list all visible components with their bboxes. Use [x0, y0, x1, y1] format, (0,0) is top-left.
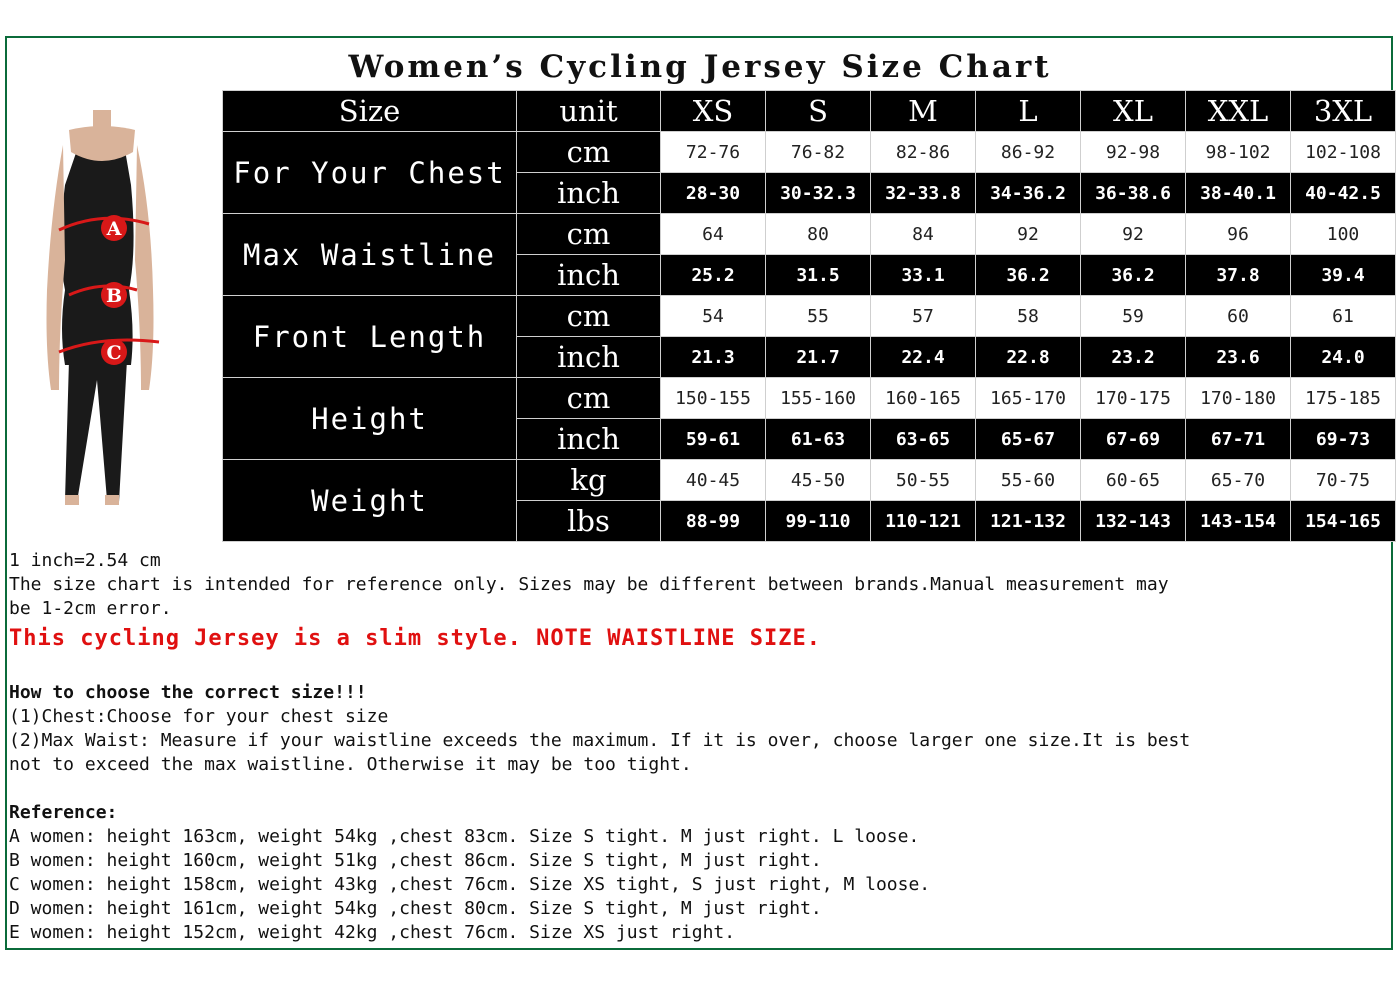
page-title: Women’s Cycling Jersey Size Chart — [348, 49, 1052, 85]
value-cell: 110-121 — [871, 501, 976, 542]
howto-item: (1)Chest:Choose for your chest size — [9, 706, 389, 727]
value-cell: 45-50 — [766, 460, 871, 501]
table-row — [223, 296, 1396, 337]
value-cell: 92 — [976, 214, 1081, 255]
value-cell: 23.2 — [1081, 337, 1186, 378]
measure-marker-c — [101, 339, 127, 365]
value-cell: 57 — [871, 296, 976, 337]
size-col-header: XS — [661, 91, 766, 132]
measure-marker-b — [101, 282, 127, 308]
value-cell: 98-102 — [1186, 132, 1291, 173]
value-cell: 36.2 — [976, 255, 1081, 296]
unit-cell: kg — [517, 460, 661, 501]
notes-section — [9, 549, 1393, 945]
value-cell: 100 — [1291, 214, 1396, 255]
howto-heading: How to choose the correct size!!! — [9, 682, 367, 703]
value-cell: 69-73 — [1291, 419, 1396, 460]
value-cell: 170-180 — [1186, 378, 1291, 419]
value-cell: 31.5 — [766, 255, 871, 296]
unit-cell: lbs — [517, 501, 661, 542]
value-cell: 59 — [1081, 296, 1186, 337]
value-cell: 65-70 — [1186, 460, 1291, 501]
value-cell: 21.3 — [661, 337, 766, 378]
value-cell: 63-65 — [871, 419, 976, 460]
value-cell: 170-175 — [1081, 378, 1186, 419]
unit-cell: inch — [517, 255, 661, 296]
measurement-label: For Your Chest — [223, 132, 517, 214]
howto-item: not to exceed the max waistline. Otherwise it may be too tight. — [9, 754, 692, 775]
unit-cell: inch — [517, 419, 661, 460]
value-cell: 76-82 — [766, 132, 871, 173]
value-cell: 67-71 — [1186, 419, 1291, 460]
model-figure — [7, 90, 221, 543]
value-cell: 160-165 — [871, 378, 976, 419]
value-cell: 37.8 — [1186, 255, 1291, 296]
measurement-label: Height — [223, 378, 517, 460]
reference-line: D women: height 161cm, weight 54kg ,chest 80cm. Size S tight, M just right. — [9, 898, 822, 919]
value-cell: 59-61 — [661, 419, 766, 460]
value-cell: 64 — [661, 214, 766, 255]
size-col-header: 3XL — [1291, 91, 1396, 132]
howto-item: (2)Max Waist: Measure if your waistline exceeds the maximum. If it is over, choose larger one size.It is best — [9, 730, 1191, 751]
value-cell: 143-154 — [1186, 501, 1291, 542]
svg-text:A: A — [106, 218, 122, 240]
value-cell: 40-45 — [661, 460, 766, 501]
value-cell: 33.1 — [871, 255, 976, 296]
value-cell: 65-67 — [976, 419, 1081, 460]
value-cell: 96 — [1186, 214, 1291, 255]
value-cell: 55 — [766, 296, 871, 337]
value-cell: 132-143 — [1081, 501, 1186, 542]
value-cell: 50-55 — [871, 460, 976, 501]
value-cell: 39.4 — [1291, 255, 1396, 296]
unit-cell: inch — [517, 337, 661, 378]
reference-heading: Reference: — [9, 802, 118, 823]
value-cell: 30-32.3 — [766, 173, 871, 214]
value-cell: 55-60 — [976, 460, 1081, 501]
table-row — [223, 132, 1396, 173]
unit-cell: cm — [517, 132, 661, 173]
unit-cell: cm — [517, 296, 661, 337]
value-cell: 25.2 — [661, 255, 766, 296]
table-header-row — [223, 91, 1396, 132]
unit-cell: inch — [517, 173, 661, 214]
value-cell: 34-36.2 — [976, 173, 1081, 214]
reference-line: E women: height 152cm, weight 42kg ,chest 76cm. Size XS just right. — [9, 922, 736, 943]
value-cell: 23.6 — [1186, 337, 1291, 378]
value-cell: 82-86 — [871, 132, 976, 173]
value-cell: 40-42.5 — [1291, 173, 1396, 214]
value-cell: 58 — [976, 296, 1081, 337]
value-cell: 154-165 — [1291, 501, 1396, 542]
value-cell: 99-110 — [766, 501, 871, 542]
value-cell: 86-92 — [976, 132, 1081, 173]
disclaimer-line: be 1-2cm error. — [9, 598, 172, 619]
size-col-header: S — [766, 91, 871, 132]
woman-silhouette-icon — [47, 110, 154, 505]
size-header: Size — [223, 91, 517, 132]
value-cell: 36-38.6 — [1081, 173, 1186, 214]
value-cell: 38-40.1 — [1186, 173, 1291, 214]
value-cell: 102-108 — [1291, 132, 1396, 173]
unit-cell: cm — [517, 214, 661, 255]
table-row — [223, 214, 1396, 255]
size-col-header: M — [871, 91, 976, 132]
size-col-header: XL — [1081, 91, 1186, 132]
value-cell: 60 — [1186, 296, 1291, 337]
svg-text:C: C — [106, 342, 122, 364]
value-cell: 60-65 — [1081, 460, 1186, 501]
value-cell: 175-185 — [1291, 378, 1396, 419]
value-cell: 24.0 — [1291, 337, 1396, 378]
value-cell: 54 — [661, 296, 766, 337]
unit-cell: cm — [517, 378, 661, 419]
value-cell: 72-76 — [661, 132, 766, 173]
value-cell: 32-33.8 — [871, 173, 976, 214]
value-cell: 92 — [1081, 214, 1186, 255]
conversion-note: 1 inch=2.54 cm — [9, 550, 161, 571]
value-cell: 67-69 — [1081, 419, 1186, 460]
value-cell: 80 — [766, 214, 871, 255]
disclaimer-line: The size chart is intended for reference only. Sizes may be different between brands.Manual measurement may — [9, 574, 1169, 595]
value-cell: 84 — [871, 214, 976, 255]
table-row — [223, 460, 1396, 501]
value-cell: 22.8 — [976, 337, 1081, 378]
measure-marker-a — [101, 215, 127, 241]
measurement-label: Max Waistline — [223, 214, 517, 296]
value-cell: 70-75 — [1291, 460, 1396, 501]
value-cell: 61-63 — [766, 419, 871, 460]
value-cell: 88-99 — [661, 501, 766, 542]
value-cell: 150-155 — [661, 378, 766, 419]
reference-line: A women: height 163cm, weight 54kg ,chest 83cm. Size S tight. M just right. L loose. — [9, 826, 920, 847]
size-col-header: XXL — [1186, 91, 1291, 132]
reference-line: C women: height 158cm, weight 43kg ,chest 76cm. Size XS tight, S just right, M loose. — [9, 874, 931, 895]
measurement-label: Weight — [223, 460, 517, 542]
value-cell: 21.7 — [766, 337, 871, 378]
size-table-body — [223, 91, 1396, 542]
value-cell: 92-98 — [1081, 132, 1186, 173]
value-cell: 28-30 — [661, 173, 766, 214]
reference-line: B women: height 160cm, weight 51kg ,chest 86cm. Size S tight, M just right. — [9, 850, 822, 871]
slim-style-warning: This cycling Jersey is a slim style. NOTE WAISTLINE SIZE. — [9, 626, 821, 651]
size-table — [222, 90, 1396, 542]
svg-text:B: B — [105, 285, 123, 307]
table-row — [223, 378, 1396, 419]
value-cell: 121-132 — [976, 501, 1081, 542]
value-cell: 61 — [1291, 296, 1396, 337]
value-cell: 36.2 — [1081, 255, 1186, 296]
value-cell: 22.4 — [871, 337, 976, 378]
value-cell: 165-170 — [976, 378, 1081, 419]
measurement-label: Front Length — [223, 296, 517, 378]
unit-header: unit — [517, 91, 661, 132]
value-cell: 155-160 — [766, 378, 871, 419]
size-col-header: L — [976, 91, 1081, 132]
